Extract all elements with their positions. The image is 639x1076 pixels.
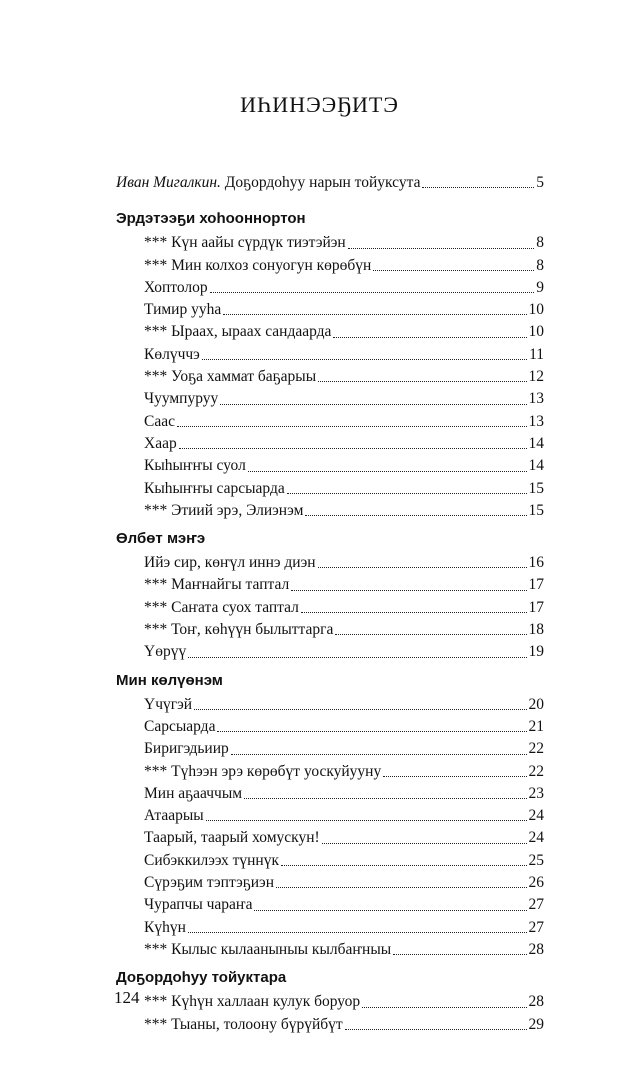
toc-entry-page: 29: [528, 1015, 544, 1033]
leader-dots: [333, 337, 526, 338]
leader-dots: [322, 843, 527, 844]
leader-dots: [318, 567, 527, 568]
leader-dots: [348, 248, 535, 249]
toc-entry-page: 22: [528, 762, 544, 780]
toc-entry: [116, 1014, 544, 1036]
toc-entry: [116, 299, 544, 321]
section-heading: Эрдэтээҕи хоһооннортон: [116, 210, 306, 228]
toc-entry: [116, 552, 544, 574]
toc-entry-page: 17: [528, 576, 544, 594]
toc-entry: [116, 411, 544, 433]
leader-dots: [217, 731, 526, 732]
leader-dots: [422, 187, 534, 188]
leader-dots: [223, 314, 526, 315]
toc-entry-page: 10: [528, 301, 544, 319]
section-heading: Мин көлүөнэм: [116, 671, 223, 689]
toc-entry-page: 24: [528, 807, 544, 825]
toc-entry-page: 14: [528, 457, 544, 475]
leader-dots: [179, 448, 527, 449]
toc-entry-title: Сибэккилээх түннүк: [144, 851, 279, 869]
toc-entry: [116, 366, 544, 388]
leader-dots: [383, 776, 526, 777]
toc-entry: [116, 738, 544, 760]
toc-entry: [116, 939, 544, 961]
toc-entry-title: Мин аҕааччым: [144, 784, 243, 802]
toc-entry-title: Хоптолор: [144, 278, 208, 296]
toc-entry: [116, 827, 544, 849]
toc-entry: [116, 694, 544, 716]
intro-author: Иван Мигалкин.: [116, 174, 221, 191]
leader-dots: [202, 359, 527, 360]
toc-intro-entry: [116, 172, 544, 194]
leader-dots: [287, 493, 527, 494]
toc-entry-page: 14: [528, 434, 544, 452]
toc-entry-title: *** Күһүн халлаан кулук боруор: [144, 993, 361, 1011]
leader-dots: [362, 1007, 526, 1008]
toc-entry-title: Күһүн: [144, 918, 186, 936]
toc-entry: [116, 344, 544, 366]
leader-dots: [335, 634, 526, 635]
toc-entry-title: Атаарыы: [144, 807, 204, 825]
intro-title: Доҕордоһуу нарын тойуксута: [224, 174, 421, 191]
toc-entry-page: 24: [528, 829, 544, 847]
table-of-contents: [116, 172, 544, 1036]
toc-entry-page: 15: [528, 501, 544, 519]
leader-dots: [305, 515, 526, 516]
leader-dots: [301, 612, 527, 613]
leader-dots: [254, 910, 526, 911]
toc-entry-page: 13: [528, 412, 544, 430]
toc-entry-page: 28: [528, 993, 544, 1011]
leader-dots: [210, 292, 535, 293]
toc-entry-page: 28: [528, 940, 544, 958]
toc-entry: [116, 805, 544, 827]
leader-dots: [248, 471, 527, 472]
page-number: 124: [114, 988, 140, 1007]
toc-entry: [116, 232, 544, 254]
toc-entry-title: Чуумпуруу: [144, 390, 219, 408]
toc-entry-title: Сарсыарда: [144, 717, 216, 735]
toc-entry-title: Чурапчы чараҥа: [144, 896, 253, 914]
leader-dots: [318, 381, 526, 382]
toc-entry-title: Сүрэҕим тэптэҕиэн: [144, 874, 274, 892]
toc-entry: [116, 500, 544, 522]
toc-entry-title: *** Күн аайы сүрдүк тиэтэйэн: [144, 234, 346, 252]
toc-entry-page: 8: [536, 234, 544, 252]
toc-entry: [116, 321, 544, 343]
leader-dots: [188, 657, 526, 658]
leader-dots: [345, 1029, 527, 1030]
toc-entry-page: 10: [528, 323, 544, 341]
toc-entry-title: *** Уоҕа хаммат баҕарыы: [144, 368, 317, 386]
toc-entry-title: *** Этиий эрэ, Элиэнэм: [144, 501, 304, 519]
leader-dots: [244, 798, 526, 799]
section-heading: Доҕордоһуу тойуктара: [116, 969, 287, 987]
toc-entry-page: 11: [529, 345, 544, 363]
toc-entry-page: 23: [528, 784, 544, 802]
toc-sections: [116, 202, 544, 1036]
toc-entry-title: *** Ыраах, ыраах сандаарда: [144, 323, 332, 341]
toc-entry-page: 21: [528, 717, 544, 735]
toc-entry-title: Саас: [144, 412, 175, 430]
toc-entry-title: *** Маҥнайгы таптал: [144, 576, 290, 594]
toc-entry-page: 20: [528, 695, 544, 713]
toc-entry-title: *** Тоҥ, көһүүн былыттарга: [144, 621, 334, 639]
leader-dots: [281, 865, 527, 866]
toc-entry: [116, 991, 544, 1013]
toc-entry-title: *** Түһээн эрэ көрөбүт уоскуйууну: [144, 762, 382, 780]
toc-entry: [116, 761, 544, 783]
leader-dots: [177, 426, 527, 427]
leader-dots: [393, 954, 526, 955]
toc-entry-title: Таарый, таарый хомускун!: [144, 829, 320, 847]
toc-entry: [116, 478, 544, 500]
toc-entry-page: 16: [528, 554, 544, 572]
toc-entry-title: Тимир ууһа: [144, 301, 222, 319]
toc-entry-page: 12: [528, 368, 544, 386]
leader-dots: [220, 404, 526, 405]
toc-entry-page: 19: [528, 643, 544, 661]
toc-entry-title: Кыһыҥҥы сарсыарда: [144, 479, 285, 497]
toc-entry: [116, 388, 544, 410]
toc-entry: [116, 850, 544, 872]
toc-entry-page: 13: [528, 390, 544, 408]
toc-entry: [116, 255, 544, 277]
toc-entry: [116, 783, 544, 805]
toc-entry-page: 8: [536, 256, 544, 274]
toc-entry-page: 5: [536, 174, 544, 191]
toc-entry: [116, 597, 544, 619]
toc-entry-title: Үчүгэй: [144, 695, 193, 713]
toc-entry: [116, 872, 544, 894]
toc-entry-page: 26: [528, 874, 544, 892]
toc-entry: [116, 716, 544, 738]
toc-entry-title: *** Саҥата суох таптал: [144, 598, 299, 616]
toc-entry: [116, 455, 544, 477]
toc-entry: [116, 433, 544, 455]
toc-entry-title: Ийэ сир, көҥүл иннэ диэн: [144, 554, 316, 572]
toc-entry-title: Үөрүү: [144, 643, 187, 661]
toc-entry-page: 18: [528, 621, 544, 639]
toc-entry: [116, 917, 544, 939]
toc-entry-title: Көлүччэ: [144, 345, 200, 363]
toc-entry: [116, 894, 544, 916]
leader-dots: [276, 887, 527, 888]
toc-entry-page: 27: [528, 918, 544, 936]
toc-entry-page: 22: [528, 740, 544, 758]
leader-dots: [231, 754, 527, 755]
toc-entry-title: Хаар: [144, 434, 177, 452]
leader-dots: [291, 590, 526, 591]
leader-dots: [206, 820, 527, 821]
toc-entry-title: Биригэдьиир: [144, 740, 229, 758]
leader-dots: [373, 270, 534, 271]
toc-entry-page: 9: [536, 278, 544, 296]
leader-dots: [188, 932, 527, 933]
toc-entry: [116, 277, 544, 299]
section-heading: Өлбөт мэҥэ: [116, 530, 206, 548]
page-title: ИҺИНЭЭҔИТЭ: [240, 92, 399, 117]
toc-entry-title: Кыһыҥҥы суол: [144, 457, 246, 475]
toc-entry: [116, 619, 544, 641]
toc-entry-page: 25: [528, 851, 544, 869]
leader-dots: [194, 709, 526, 710]
toc-entry-title: *** Кылыс кылааныныы кылбаҥныы: [144, 940, 392, 958]
toc-entry-page: 15: [528, 479, 544, 497]
toc-entry-page: 17: [528, 598, 544, 616]
toc-entry-title: *** Мин колхоз сонуогун көрөбүн: [144, 256, 372, 274]
toc-entry-page: 27: [528, 896, 544, 914]
toc-entry: [116, 641, 544, 663]
toc-entry: [116, 574, 544, 596]
toc-entry-title: *** Тыаны, толоону бүрүйбүт: [144, 1015, 343, 1033]
toc-entry-title: [116, 172, 420, 194]
